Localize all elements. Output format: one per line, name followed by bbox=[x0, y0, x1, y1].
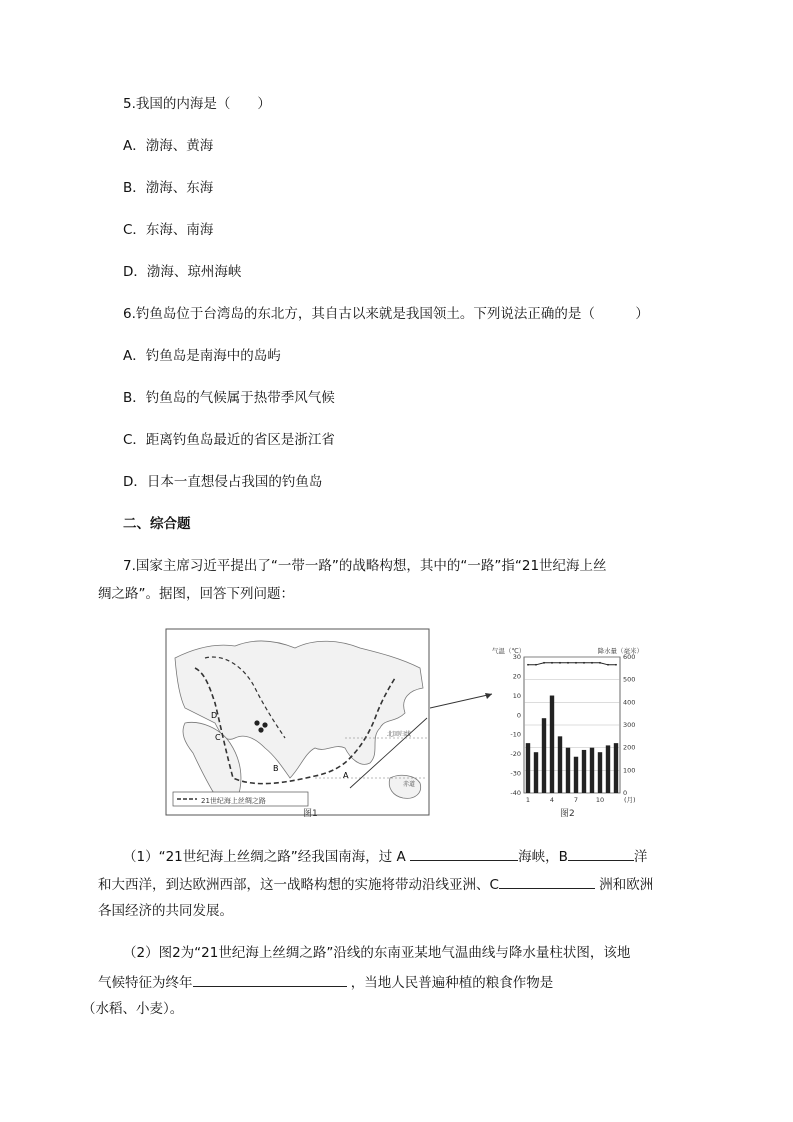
q7-p1-line1: （1）“21世纪海上丝绸之路”经我国南海，过 A 海峡，B 洋 bbox=[123, 846, 647, 866]
chart-precip-tick: 400 bbox=[623, 698, 636, 707]
chart-temp-tick: -40 bbox=[510, 789, 521, 797]
chart-month-tick: 10 bbox=[595, 796, 605, 804]
chart-bar-month-6 bbox=[566, 748, 570, 793]
q7-p1-line2: 和大西洋，到达欧洲西部，这一战略构想的实施将带动沿线亚洲、C 洲和欧洲 bbox=[98, 874, 653, 894]
chart-month-tick: 1 bbox=[525, 796, 531, 804]
q7-stem-line1: 7.国家主席习近平提出了“一带一路”的战略构想，其中的“一路”指“21世纪海上丝 bbox=[123, 558, 607, 574]
map-label-b: B bbox=[273, 764, 279, 773]
chart-precip-tick: 500 bbox=[623, 675, 636, 684]
chart-temp-point-month-6 bbox=[567, 662, 569, 664]
q5-option-b[interactable]: B．渤海、东海 bbox=[123, 180, 214, 196]
chart-bar-month-1 bbox=[526, 743, 530, 793]
chart-temp-point-month-11 bbox=[607, 664, 609, 666]
chart-right-title: 降水量（毫米） bbox=[597, 647, 643, 655]
chart-bar-month-2 bbox=[534, 752, 538, 793]
q5-option-a[interactable]: A．渤海、黄海 bbox=[123, 138, 214, 154]
chart-temp-point-month-9 bbox=[591, 662, 593, 664]
q6-option-a[interactable]: A．钓鱼岛是南海中的岛屿 bbox=[123, 348, 281, 364]
chart-temp-tick: 20 bbox=[512, 672, 521, 681]
chart-temp-point-month-2 bbox=[535, 664, 537, 666]
blank-c-continent[interactable] bbox=[499, 874, 595, 889]
q7-p1-line3: 各国经济的共同发展。 bbox=[98, 903, 233, 919]
chart-temp-point-month-12 bbox=[615, 664, 617, 666]
chart-bar-month-4 bbox=[550, 696, 554, 793]
blank-a-strait[interactable] bbox=[410, 846, 518, 861]
figure-2-climate-chart bbox=[490, 645, 645, 815]
chart-temp-tick: -20 bbox=[510, 750, 521, 759]
q6-stem: 6.钓鱼岛位于台湾岛的东北方，其自古以来就是我国领土。下列说法正确的是（ ） bbox=[123, 306, 649, 322]
q6-option-c[interactable]: C．距离钓鱼岛最近的省区是浙江省 bbox=[123, 432, 335, 448]
map-legend-label: 21世纪海上丝绸之路 bbox=[201, 797, 266, 805]
chart-temp-tick: -30 bbox=[510, 769, 521, 778]
section-heading: 二、综合题 bbox=[123, 516, 191, 532]
chart-temp-tick: 30 bbox=[512, 653, 521, 661]
chart-month-unit: (月) bbox=[624, 796, 636, 804]
map-label-a: A bbox=[343, 771, 349, 780]
chart-bar-month-9 bbox=[590, 748, 594, 793]
chart-bar-month-3 bbox=[542, 718, 546, 793]
q5-option-d[interactable]: D．渤海、琼州海峡 bbox=[123, 264, 242, 280]
blank-b-ocean[interactable] bbox=[568, 846, 634, 861]
chart-temp-point-month-7 bbox=[575, 662, 577, 664]
chart-temp-point-month-10 bbox=[599, 662, 601, 664]
map-label-d: D bbox=[211, 711, 218, 720]
chart-temp-tick: 10 bbox=[512, 691, 521, 700]
chart-precip-tick: 200 bbox=[623, 743, 636, 752]
chart-temp-tick: -10 bbox=[510, 730, 521, 739]
chart-precip-tick: 100 bbox=[623, 766, 636, 775]
chart-temp-point-month-8 bbox=[583, 662, 585, 664]
chart-bar-month-8 bbox=[582, 750, 586, 793]
q6-option-d[interactable]: D．日本一直想侵占我国的钓鱼岛 bbox=[123, 474, 323, 490]
chart-bar-month-12 bbox=[614, 743, 618, 793]
chart-left-title: 气温（℃） bbox=[492, 647, 526, 655]
chart-temp-tick: 0 bbox=[516, 711, 521, 720]
chart-precip-tick: 300 bbox=[623, 721, 636, 729]
chart-temp-point-month-5 bbox=[559, 662, 561, 664]
chart-bar-month-7 bbox=[574, 757, 578, 793]
chart-precip-tick: 0 bbox=[623, 789, 628, 797]
q7-p2-line2: 气候特征为终年 ，当地人民普遍种植的粮食作物是 bbox=[98, 972, 553, 992]
chart-bar-month-11 bbox=[606, 745, 610, 793]
chart-temp-point-month-4 bbox=[551, 662, 553, 664]
q7-p2-line1: （2）图2为“21世纪海上丝绸之路”沿线的东南亚某地气温曲线与降水量柱状图，该地 bbox=[123, 945, 631, 961]
chart-precip-tick: 600 bbox=[623, 653, 636, 661]
map-label-equator: 赤道 bbox=[403, 781, 416, 788]
chart-bar-month-5 bbox=[558, 736, 562, 793]
chart-month-tick: 7 bbox=[573, 796, 579, 804]
q7-p2-line3: （水稻、小麦）。 bbox=[82, 1001, 184, 1017]
blank-climate-feature[interactable] bbox=[193, 972, 347, 987]
figure-2-caption: 图2 bbox=[560, 809, 575, 819]
q7-stem-line2: 绸之路”。据图，回答下列问题： bbox=[98, 586, 294, 602]
map-label-c: C bbox=[215, 733, 221, 742]
chart-temp-point-month-1 bbox=[527, 664, 529, 666]
figure-1-caption: 图1 bbox=[303, 809, 318, 819]
chart-bar-month-10 bbox=[598, 752, 602, 793]
q5-stem: 5.我国的内海是（ ） bbox=[123, 96, 271, 112]
chart-temp-point-month-3 bbox=[543, 662, 545, 664]
chart-month-tick: 4 bbox=[549, 796, 555, 804]
map-label-tropic: 北回归线 bbox=[387, 731, 412, 738]
figure-1-map bbox=[165, 628, 430, 816]
q5-option-c[interactable]: C．东海、南海 bbox=[123, 222, 214, 238]
q6-option-b[interactable]: B．钓鱼岛的气候属于热带季风气候 bbox=[123, 390, 335, 406]
